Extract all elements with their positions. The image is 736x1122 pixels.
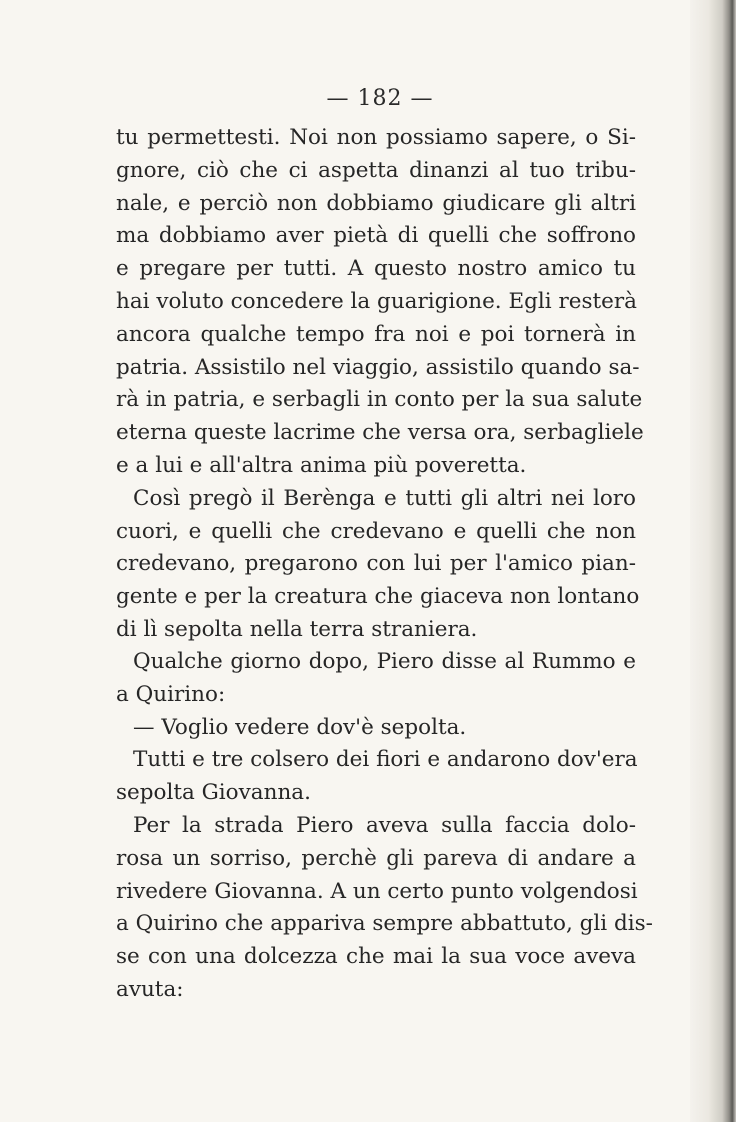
text-line: ancora qualche tempo fra noi e poi tornerà in	[116, 321, 636, 347]
text-line: sepolta Giovanna.	[116, 780, 311, 806]
text-line: cuori, e quelli che credevano e quelli che non	[116, 518, 636, 544]
text-line: rosa un sorriso, perchè gli pareva di andare a	[116, 845, 636, 871]
text-line: di lì sepolta nella terra straniera.	[116, 616, 478, 642]
page-binding-shadow	[690, 0, 736, 1122]
text-block-bottom	[116, 646, 653, 1007]
text-line: Tutti e tre colsero dei fiori e andarono dov'era	[133, 747, 638, 773]
text-line: patria. Assistilo nel viaggio, assistilo quando sa-	[116, 354, 640, 380]
text-line: a Quirino che appariva sempre abbattuto, gli dis-	[116, 911, 653, 937]
text-line: a Quirino:	[116, 681, 226, 707]
text-line: eterna queste lacrime che versa ora, serbagliele	[116, 420, 644, 446]
text-line: tu permettesti. Noi non possiamo sapere, o Si-	[116, 125, 636, 150]
text-line: ma dobbiamo aver pietà di quelli che soffrono	[116, 223, 636, 249]
text-line: nale, e perciò non dobbiamo giudicare gli altri	[116, 190, 636, 216]
text-line: hai voluto concedere la guarigione. Egli resterà	[116, 288, 637, 314]
text-line: Per la strada Piero aveva sulla faccia dolo-	[133, 812, 636, 838]
text-line: gnore, ciò che ci aspetta dinanzi al tuo tribu-	[116, 157, 636, 183]
text-line: gente e per la creatura che giaceva non lontano	[116, 584, 640, 610]
text-line: — Voglio vedere dov'è sepolta.	[133, 714, 467, 740]
text-line: e pregare per tutti. A questo nostro amico tu	[116, 256, 636, 282]
text-line: Qualche giorno dopo, Piero disse al Rummo e	[133, 649, 636, 674]
text-line: Così pregò il Berènga e tutti gli altri nei loro	[133, 485, 636, 511]
text-line: se con una dolcezza che mai la sua voce aveva	[116, 944, 636, 970]
text-line: credevano, pregarono con lui per l'amico pian-	[116, 551, 636, 577]
page-number: — 182 —	[326, 86, 434, 111]
text-line: rivedere Giovanna. A un certo punto volgendosi	[116, 878, 638, 904]
text-line: rà in patria, e serbagli in conto per la sua salute	[116, 387, 643, 413]
text-block-top	[116, 122, 644, 647]
text-line: e a lui e all'altra anima più poveretta.	[116, 452, 527, 478]
text-line: avuta:	[116, 976, 184, 1002]
